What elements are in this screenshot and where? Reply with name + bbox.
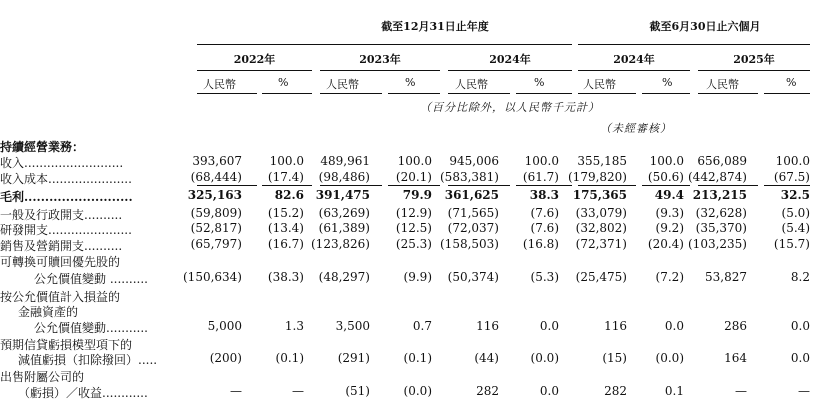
rule-period-six-months [578,44,810,45]
table-cell: (63,269) [318,206,370,220]
subheader-rmb: 人民幣 [203,78,236,91]
table-cell: (12.9) [395,206,432,220]
table-cell: (7.6) [530,206,559,220]
rule-sub [698,93,758,94]
table-cell: (15) [602,351,627,365]
table-cell: 0.0 [664,319,684,333]
table-cell: 1.3 [284,319,304,333]
rule-subtotal [448,185,510,186]
table-cell: 32.5 [780,188,810,202]
rule-subtotal [698,185,758,186]
table-cell: (158,503) [440,237,499,251]
table-cell: (9.9) [403,270,432,284]
table-cell: (291) [337,351,370,365]
table-cell: (25.3) [395,237,432,251]
row-label: 收入成本...................... [0,172,132,186]
rule-subtotal [516,185,572,186]
rule-year [320,70,440,71]
rule-period-year-end [197,44,572,45]
rule-sub [764,93,810,94]
row-label: 毛利.......................... [0,190,133,204]
year-header: 2024年 [489,53,531,66]
table-cell: 0.0 [539,319,559,333]
table-cell: 3,500 [335,319,370,333]
table-cell: (200) [209,351,242,365]
table-cell: (72,371) [575,237,627,251]
table-cell: (98,486) [318,170,370,184]
subheader-rmb: 人民幣 [326,78,359,91]
rule-year [698,70,810,71]
table-cell: (48,297) [318,270,370,284]
table-cell: (5.3) [530,270,559,284]
table-cell: (20.4) [647,237,684,251]
table-cell: (150,634) [183,270,242,284]
rule-sub [448,93,510,94]
table-cell: (50,374) [447,270,499,284]
table-cell: (9.2) [655,221,684,235]
table-cell: (0.0) [403,384,432,398]
rule-sub [516,93,572,94]
row-label: 收入.......................... [0,156,124,170]
section-title: 持續經營業務： [0,140,85,154]
table-cell: 100.0 [775,154,810,168]
table-cell: (35,370) [695,221,747,235]
rule-sub [262,93,312,94]
subheader-pct: % [405,76,416,89]
table-cell: 49.4 [654,188,684,202]
table-cell: 164 [724,351,747,365]
unit-note: （百分比除外，以人民幣千元計） [420,101,600,114]
rule-subtotal [764,185,810,186]
rule-sub [320,93,382,94]
table-cell: (17.4) [267,170,304,184]
rule-year [197,70,312,71]
table-cell: (32,802) [575,221,627,235]
row-label: 按公允價值計入損益的 [0,290,121,304]
table-cell: (5.0) [781,206,810,220]
subheader-rmb: 人民幣 [583,78,616,91]
table-cell: (51) [345,384,370,398]
rule-year [578,70,690,71]
table-cell: 175,365 [572,188,627,202]
table-cell: 116 [604,319,627,333]
table-cell: (0.1) [403,351,432,365]
row-label: 公允價值變動 .......... [34,272,148,286]
table-cell: 355,185 [577,154,627,168]
table-cell: (32,628) [695,206,747,220]
table-cell: (179,820) [568,170,627,184]
table-cell: 79.9 [402,188,432,202]
table-cell: 100.0 [524,154,559,168]
table-cell: 0.7 [412,319,432,333]
table-cell: (0.0) [530,351,559,365]
period-year-end-header: 截至12月31日止年度 [381,20,489,33]
rule-subtotal [388,185,440,186]
subheader-pct: % [662,76,673,89]
subheader-pct: % [786,76,797,89]
table-cell: 8.2 [790,270,810,284]
table-cell: (72,037) [447,221,499,235]
table-cell: 0.0 [790,351,810,365]
rule-subtotal [197,185,257,186]
table-cell: (15.2) [267,206,304,220]
row-label: 可轉換可贖回優先股的 [0,255,121,269]
row-label: （虧損）／收益............ [18,386,148,400]
table-cell: (15.7) [773,237,810,251]
table-cell: 100.0 [269,154,304,168]
row-label: 一般及行政開支.......... [0,208,123,222]
table-cell: 286 [724,319,747,333]
table-cell: (9.3) [655,206,684,220]
table-cell: (12.5) [395,221,432,235]
table-cell: 100.0 [649,154,684,168]
table-cell: (59,809) [190,206,242,220]
rule-year [448,70,572,71]
table-cell: (50.6) [647,170,684,184]
table-cell: (16.8) [522,237,559,251]
subheader-pct: % [534,76,545,89]
table-cell: 361,625 [444,188,499,202]
unaudited-note: （未經審核） [600,122,672,135]
table-cell: (61.7) [522,170,559,184]
table-cell: (0.0) [655,351,684,365]
table-cell: (7.2) [655,270,684,284]
table-cell: 391,475 [315,188,370,202]
table-cell: 116 [476,319,499,333]
table-cell: (7.6) [530,221,559,235]
table-cell: (65,797) [190,237,242,251]
table-cell: (67.5) [773,170,810,184]
rule-subtotal [642,185,690,186]
table-cell: 0.1 [664,384,684,398]
table-cell: (442,874) [688,170,747,184]
table-cell: (61,389) [318,221,370,235]
rule-sub [642,93,690,94]
table-cell: 5,000 [207,319,242,333]
row-label: 金融資產的 [18,305,79,319]
table-cell: (13.4) [267,221,304,235]
table-cell: 945,006 [449,154,499,168]
table-cell: 213,215 [692,188,747,202]
table-cell: 282 [476,384,499,398]
table-cell: 38.3 [529,188,559,202]
table-cell: — [230,384,242,398]
table-cell: 393,607 [192,154,242,168]
row-label: 預期信貸虧損模型項下的 [0,338,133,352]
year-header: 2025年 [733,53,775,66]
table-cell: (25,475) [575,270,627,284]
table-cell: 0.0 [539,384,559,398]
table-cell: 53,827 [705,270,747,284]
table-cell: (33,079) [575,206,627,220]
table-cell: 489,961 [320,154,370,168]
table-cell: 282 [604,384,627,398]
subheader-rmb: 人民幣 [455,78,488,91]
table-cell: (0.1) [275,351,304,365]
row-label: 研發開支...................... [0,223,132,237]
table-cell: 100.0 [397,154,432,168]
year-header: 2024年 [613,53,655,66]
table-cell: (16.7) [267,237,304,251]
table-cell: — [798,384,810,398]
year-header: 2023年 [359,53,401,66]
subheader-pct: % [278,76,289,89]
table-cell: 656,089 [697,154,747,168]
table-cell: (583,381) [440,170,499,184]
rule-sub [578,93,636,94]
table-cell: (44) [474,351,499,365]
rule-subtotal [262,185,312,186]
table-cell: — [735,384,747,398]
table-cell: (68,444) [190,170,242,184]
rule-sub [388,93,440,94]
table-cell: (20.1) [395,170,432,184]
table-cell: 0.0 [790,319,810,333]
table-cell: (71,565) [447,206,499,220]
row-label: 減值虧損（扣除撥回）..... [18,353,158,367]
year-header: 2022年 [233,53,276,66]
table-cell: — [292,384,304,398]
table-cell: 82.6 [274,188,304,202]
rule-subtotal [578,185,636,186]
table-cell: 325,163 [187,188,242,202]
row-label: 出售附屬公司的 [0,370,85,384]
subheader-rmb: 人民幣 [706,78,739,91]
row-label: 銷售及營銷開支.......... [0,239,123,253]
rule-sub [197,93,257,94]
table-cell: (123,826) [311,237,370,251]
table-cell: (5.4) [781,221,810,235]
row-label: 公允價值變動........... [34,321,148,335]
table-cell: (52,817) [190,221,242,235]
table-cell: (38.3) [267,270,304,284]
rule-subtotal [320,185,382,186]
period-six-months-header: 截至6月30日止六個月 [649,20,761,33]
table-cell: (103,235) [688,237,747,251]
